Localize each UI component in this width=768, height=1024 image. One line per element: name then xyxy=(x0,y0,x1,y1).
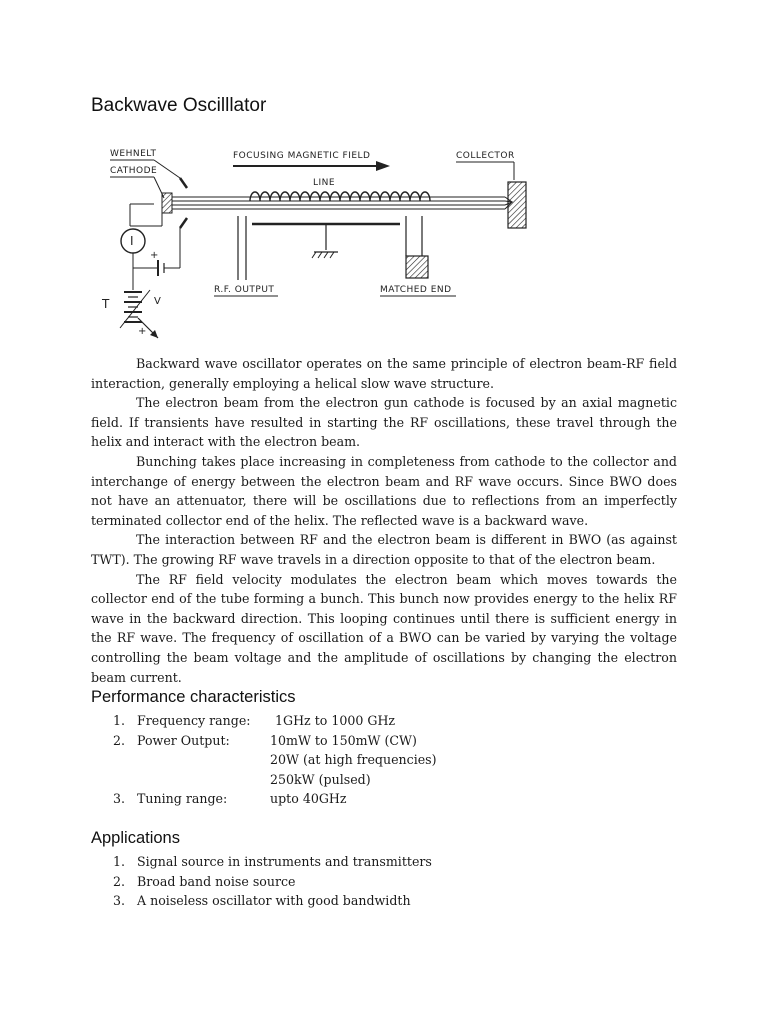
item-label: Tuning range: xyxy=(137,791,228,807)
paragraph: Backward wave oscillator operates on the same principle of electron beam-RF field interaction, generally employing a helical slow wave structure. xyxy=(91,356,677,391)
item-value: 20W (at high frequencies) xyxy=(270,752,437,768)
applications-heading: Applications xyxy=(91,829,180,847)
paragraph: The electron beam from the electron gun cathode is focused by an axial magnetic field. If transients have resulted in starting the RF oscillations, these travel through the helix and interact with the electron beam. xyxy=(91,395,677,450)
line-label: LINE xyxy=(313,178,336,188)
field-label: FOCUSING MAGNETIC FIELD xyxy=(233,151,371,161)
bwo-diagram xyxy=(100,140,550,346)
collector-label: COLLECTOR xyxy=(456,151,515,161)
paragraph: Bunching takes place increasing in completeness from cathode to the collector and interchange of energy between the electron beam and RF wave occurs. Since BWO does not have an attenuator, there will be oscillations due to reflections from an imperfectly terminated collector end of the helix. The reflected wave is a backward wave. xyxy=(91,453,677,528)
item-text: Signal source in instruments and transmitters xyxy=(137,854,432,869)
body-text xyxy=(91,354,677,687)
item-value: upto 40GHz xyxy=(270,791,347,807)
item-number: 1. xyxy=(113,713,126,728)
item-value: 10mW to 150mW (CW) xyxy=(270,732,417,748)
supply-plus-label: + xyxy=(138,326,147,337)
matched-end-label: MATCHED END xyxy=(380,285,452,295)
cathode-label: CATHODE xyxy=(110,166,158,176)
item-number: 3. xyxy=(113,893,126,909)
rf-output-label: R.F. OUTPUT xyxy=(214,285,275,295)
item-label: Frequency range: xyxy=(137,713,251,728)
battery-plus-label: + xyxy=(150,250,159,261)
item-number: 2. xyxy=(113,873,126,889)
item-value: 1GHz to 1000 GHz xyxy=(275,713,396,728)
paragraph: The RF field velocity modulates the electron beam which moves towards the collector end of the tube forming a bunch. This bunch now provides energy to the helix RF wave in the backward direction. This looping continues until there is sufficient energy in the RF wave. The frequency of oscillation of a BWO can be varied by varying the voltage controlling the beam voltage and the amplitude of oscillations by changing the electron beam current. xyxy=(91,571,677,685)
item-value: 250kW (pulsed) xyxy=(270,771,371,787)
item-text: A noiseless oscillator with good bandwidth xyxy=(137,893,411,909)
paragraph: The interaction between RF and the electron beam is different in BWO (as against TWT). The growing RF wave travels in a direction opposite to that of the electron beam. xyxy=(91,532,677,567)
meter-label: I xyxy=(130,234,135,248)
wehnelt-label: WEHNELT xyxy=(110,149,157,159)
t-label: T xyxy=(102,297,110,311)
item-number: 3. xyxy=(113,791,126,807)
page-title: Backwave Oscilllator xyxy=(91,95,267,116)
performance-heading: Performance characteristics xyxy=(91,688,296,706)
item-label: Power Output: xyxy=(137,732,230,748)
item-text: Broad band noise source xyxy=(137,873,296,889)
v-label: V xyxy=(154,296,162,307)
item-number: 2. xyxy=(113,732,126,748)
item-number: 1. xyxy=(113,854,126,869)
